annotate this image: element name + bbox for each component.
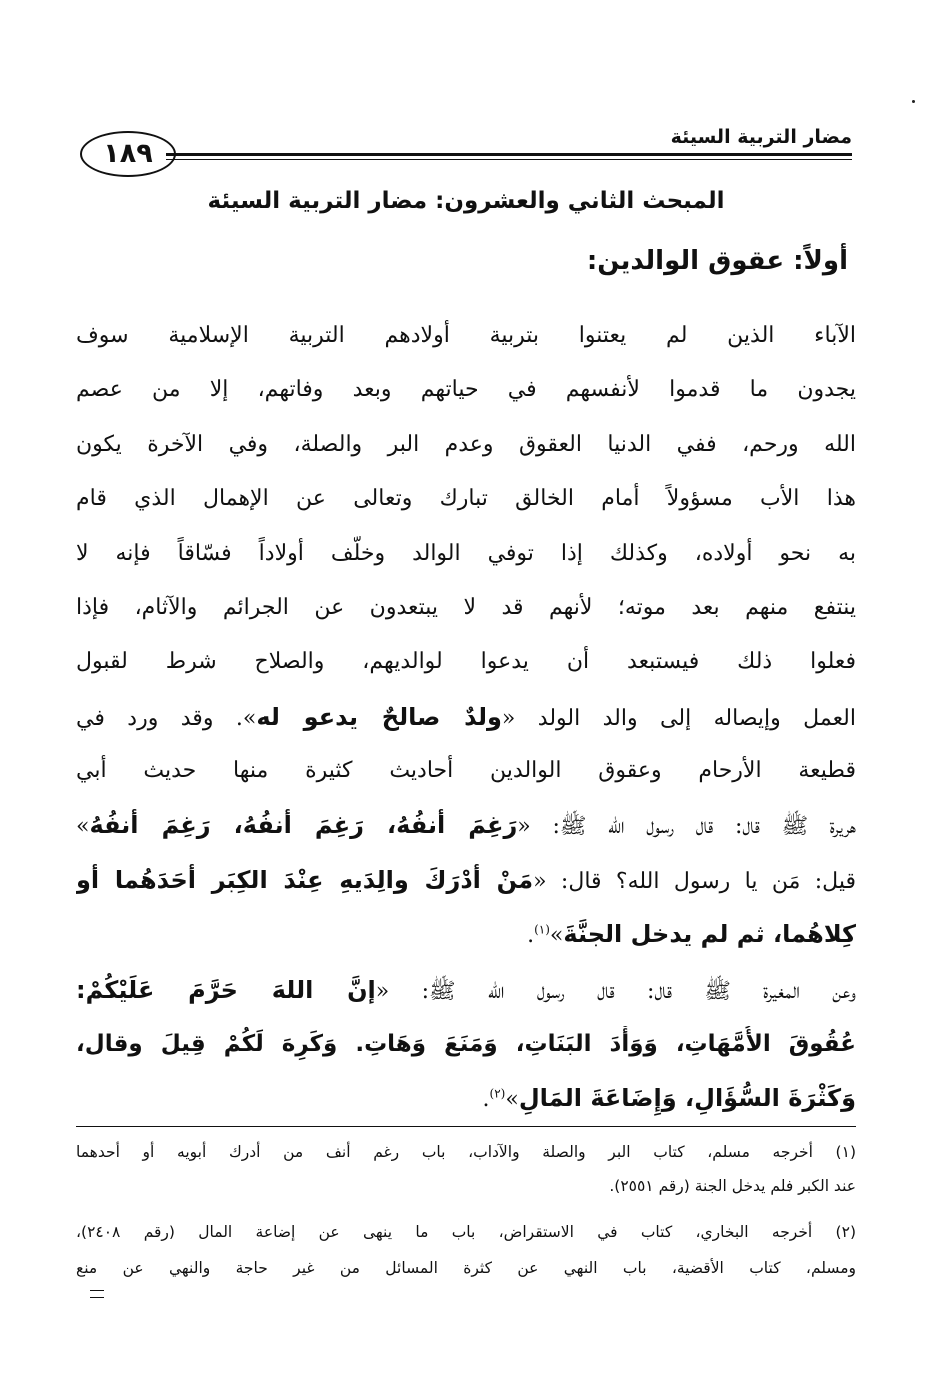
header-rule-thin (166, 159, 852, 160)
footnote-1-line-1: (١) أخرجه مسلم، كتاب البر والصلة والآداب، باب رغم أنف من أدرك أبويه أو أحدهما (76, 1143, 856, 1161)
period: . (527, 923, 535, 948)
hadith-quote-4: إنَّ اللهَ حَرَّمَ عَلَيْكُمْ: (76, 976, 376, 1004)
footnote-ref-1[interactable]: (١) (534, 922, 550, 937)
body-line-10-end: » (76, 814, 90, 839)
body-line-10 (76, 807, 856, 843)
body-line-13-start: وعن المغيرة ﷺ قال: قال رسول الله ﷺ: « (375, 979, 856, 1004)
body-line-11 (76, 862, 856, 898)
body-line-4: هذا الأب مسؤولاً أمام الخالق تبارك وتعالى عن الإهمال الذي قام (76, 486, 856, 511)
subheading: أولاً: عقوق الوالدين: (586, 246, 848, 276)
body-line-15 (76, 1080, 856, 1116)
section-title: المبحث الثاني والعشرون: مضار التربية السيئة (207, 188, 725, 214)
running-header (80, 122, 852, 192)
footnote-ref-2[interactable]: (٢) (489, 1086, 506, 1101)
body-line-9: قطيعة الأرحام وعقوق الوالدين أحاديث كثيرة منها حديث أبي (76, 758, 856, 783)
body-line-13 (76, 972, 856, 1008)
body-line-2: يجدون ما قدموا لأنفسهم في حياتهم وبعد وفاتهم، إلا من عصم (76, 377, 856, 402)
body-line-7: فعلوا ذلك فيستبعد أن يدعوا لوالديهم، والصلاح شرط لقبول (76, 649, 856, 674)
hadith-quote-4-end: وَكَثْرَةَ السُّؤَالِ، وَإِضَاعَةَ المَالِ (518, 1084, 856, 1112)
quote-close: » (549, 923, 564, 948)
body-line-8-start: العمل وإيصاله إلى والد الولد « (501, 706, 856, 731)
quote-close-2: » (505, 1087, 519, 1112)
footnote-2-line-1: (٢) أخرجه البخاري، كتاب في الاستقراض، باب ما ينهى عن إضاعة المال (رقم ٢٤٠٨)، (76, 1223, 856, 1241)
body-line-14: عُقُوقَ الأُمَّهَاتِ، وَوَأْدَ البَنَاتِ، وَمَنَعَ وَهَاتِ. وَكَرِهَ لَكُمْ قِيلَ وقال، (76, 1031, 856, 1057)
hadith-quote-3: مَنْ أدْرَكَ والِدَيهِ عِنْدَ الكِبَر أحَدَهُما أو (76, 866, 534, 894)
body-line-8 (76, 699, 856, 735)
body-line-6: ينتفع منهم بعد موته؛ لأنهم قد لا يبتعدون عن الجرائم والآثام، فإذا (76, 595, 856, 620)
body-line-3: الله ورحم، ففي الدنيا العقوق وعدم البر والصلة، وفي الآخرة يكون (76, 432, 856, 457)
page-number: ١٨٩ (103, 138, 153, 169)
body-line-8-end: ». وقد ورد في (76, 706, 257, 731)
footnote-1-line-2: عند الكبر فلم يدخل الجنة (رقم ٢٥٥١). (609, 1177, 856, 1195)
running-header-title: مضار التربية السيئة (670, 126, 852, 148)
hadith-quote-3-end: كِلاهُما، ثم لم يدخل الجنَّةَ (563, 920, 856, 948)
body-line-12 (76, 916, 856, 952)
body-line-5: به نحو أولاده، وكذلك إذا توفي الوالد وخلّف أولاداً فسّاقاً فإنه لا (76, 541, 856, 566)
header-rule-thick (166, 153, 852, 156)
period-2: . (482, 1087, 490, 1112)
footnote-2-line-2: ومسلم، كتاب الأقضية، باب النهي عن كثرة المسائل من غير حاجة والنهي عن منع (76, 1259, 856, 1277)
body-line-11-start: قيل: مَن يا رسول الله؟ قال: « (533, 869, 856, 894)
body-line-10-start: هريرة ﷺ قال: قال رسول الله ﷺ: « (517, 814, 856, 839)
footnote-separator (76, 1126, 856, 1127)
scan-speck (912, 100, 915, 103)
hadith-quote-1: ولدٌ صالحٌ يدعو له (256, 703, 502, 731)
hadith-quote-2: رَغِمَ أنفُهُ، رَغِمَ أنفُهُ، رَغِمَ أنفُهُ (89, 811, 518, 839)
continuation-mark (90, 1290, 104, 1298)
body-line-1: الآباء الذين لم يعتنوا بتربية أولادهم التربية الإسلامية سوف (76, 323, 856, 348)
